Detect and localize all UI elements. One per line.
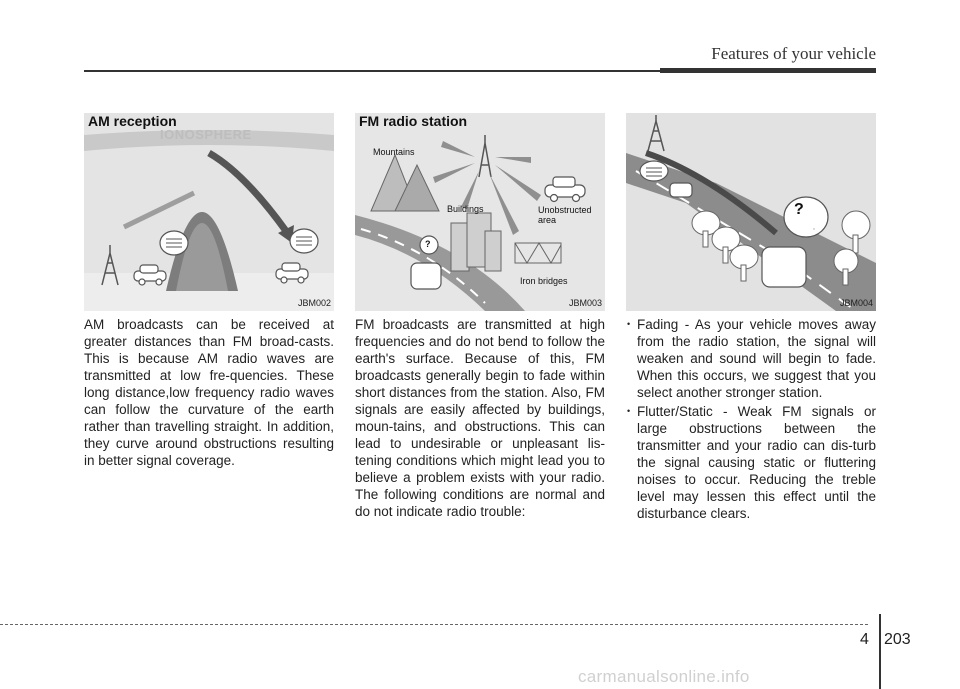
paragraph-fm-broadcasts: FM broadcasts are transmitted at high frequencies and do not bend to follow the earth's surface. Because of this, FM broadcasts generally begin to fade within short distances from the station. Also, FM signals are easily affected by buildings, moun-tains, and obstructions. This can lead to undesirable or unpleasant lis-tening conditions which might lead you to believe a problem exists with your radio. The following conditions are normal and do not indicate radio trouble: <box>355 317 605 519</box>
conditions-list <box>626 316 876 522</box>
body-column-1 <box>84 316 334 469</box>
page-number: 203 <box>884 631 911 648</box>
chapter-number: 4 <box>860 631 869 648</box>
figure-title: AM reception <box>88 113 177 129</box>
ionosphere-label: IONOSPHERE <box>160 127 252 142</box>
footer-rule <box>0 624 868 625</box>
list-item-flutter-static: • Flutter/Static - Weak FM signals or large obstructions between the transmitter and your radio can dis-turb the signal causing static or fluttering noises to occur. Reducing the treble level may lessen this effect until the disturbance clears. <box>626 403 876 522</box>
figure-code: JBM004 <box>839 298 873 308</box>
figure-code: JBM002 <box>297 298 331 308</box>
section-header-title: Features of your vehicle <box>711 44 876 63</box>
figure-fm-radio-station <box>355 113 605 311</box>
figure-fading-signal <box>626 113 876 311</box>
question-mark: ? <box>794 201 804 218</box>
question-mark: ? <box>425 239 431 249</box>
list-item-fading: • Fading - As your vehicle moves away from the radio station, the signal will weaken and sound will begin to fade. When this occurs, we suggest that you select another stronger station. <box>626 316 876 401</box>
mountains-label: Mountains <box>373 147 415 157</box>
body-column-3 <box>626 316 876 524</box>
header-rule-accent <box>660 68 876 73</box>
iron-bridges-label: Iron bridges <box>520 276 568 286</box>
body-column-2 <box>355 316 605 520</box>
figure-title: FM radio station <box>359 113 468 129</box>
paragraph-am-broadcasts: AM broadcasts can be received at greater distances than FM broad-casts. This is because AM radio waves are transmitted at low fre-quencies. These long distance,low frequency radio waves can follow the curvature of the earth rather than travelling straight. In addition, they curve around obstructions resulting in better signal coverage. <box>84 317 334 468</box>
area-label: area <box>538 215 557 225</box>
unobstructed-label: Unobstructed <box>538 205 592 215</box>
footer-separator <box>879 614 881 689</box>
figure-am-reception <box>84 113 334 311</box>
am-reception-illustration <box>84 113 334 311</box>
fading-signal-illustration <box>626 113 876 311</box>
watermark: carmanualsonline.info <box>578 667 750 686</box>
figure-code: JBM003 <box>568 298 602 308</box>
buildings-label: Buildings <box>447 204 484 214</box>
